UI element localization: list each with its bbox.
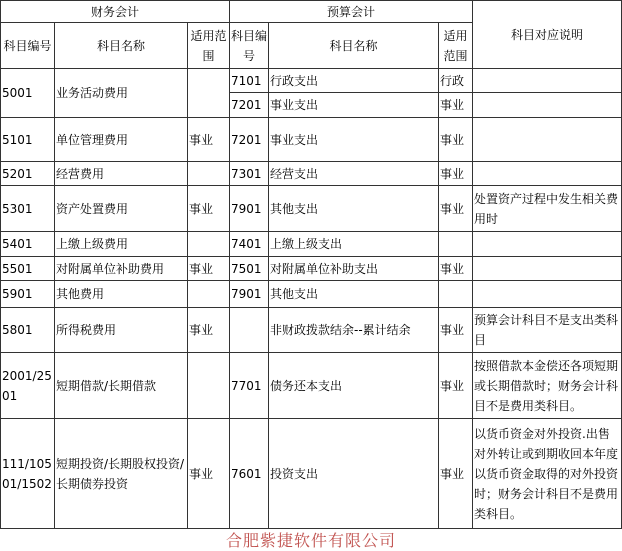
table-row xyxy=(1,419,622,529)
header-row-groups xyxy=(1,1,622,23)
explanation-cell: 以货币资金对外投资.出售对外转让或到期收回本年度以货币资金取得的对外投资时；财务会计科目不是费用类科目。 xyxy=(473,419,622,529)
budget-code-cell: 7201 xyxy=(230,93,269,118)
budget-name-cell: 对附属单位补助支出 xyxy=(269,257,439,281)
budget-name-cell: 上缴上级支出 xyxy=(269,232,439,257)
table-row xyxy=(1,353,622,419)
budget-code-cell: 7501 xyxy=(230,257,269,281)
budget-code-cell xyxy=(230,308,269,353)
explanation-cell: 处置资产过程中发生相关费用时 xyxy=(473,186,622,232)
financial-name-cell: 单位管理费用 xyxy=(55,118,188,162)
explanation-cell xyxy=(473,93,622,118)
budget-name-cell: 其他支出 xyxy=(269,186,439,232)
financial-name-cell: 短期借款/长期借款 xyxy=(55,353,188,419)
financial-code-cell: 5801 xyxy=(1,308,55,353)
financial-scope-cell xyxy=(188,232,230,257)
budget-scope-cell: 事业 xyxy=(439,118,473,162)
financial-scope-cell: 事业 xyxy=(188,118,230,162)
financial-code-cell: 5501 xyxy=(1,257,55,281)
budget-scope-cell: 行政 xyxy=(439,69,473,93)
budget-name-cell: 行政支出 xyxy=(269,69,439,93)
explanation-cell: 预算会计科目不是支出类科目 xyxy=(473,308,622,353)
financial-accounting-header: 财务会计 xyxy=(1,1,230,23)
budget-name-header: 科目名称 xyxy=(269,23,439,69)
financial-code-cell: 5301 xyxy=(1,186,55,232)
budget-code-header: 科目编号 xyxy=(230,23,269,69)
budget-scope-cell: 事业 xyxy=(439,186,473,232)
financial-code-cell: 5101 xyxy=(1,118,55,162)
financial-code-cell: 5401 xyxy=(1,232,55,257)
budget-code-cell: 7901 xyxy=(230,186,269,232)
financial-scope-cell: 事业 xyxy=(188,308,230,353)
financial-name-cell: 资产处置费用 xyxy=(55,186,188,232)
table-row xyxy=(1,69,622,93)
budget-scope-header: 适用范围 xyxy=(439,23,473,69)
budget-name-cell: 事业支出 xyxy=(269,118,439,162)
financial-scope-cell xyxy=(188,353,230,419)
financial-name-cell: 短期投资/长期股权投资/长期债券投资 xyxy=(55,419,188,529)
budget-name-cell: 债务还本支出 xyxy=(269,353,439,419)
budget-scope-cell: 事业 xyxy=(439,419,473,529)
budget-scope-cell xyxy=(439,232,473,257)
budget-scope-cell: 事业 xyxy=(439,93,473,118)
budget-code-cell: 7701 xyxy=(230,353,269,419)
budget-accounting-header: 预算会计 xyxy=(230,1,473,23)
financial-name-cell: 所得税费用 xyxy=(55,308,188,353)
financial-code-cell: 2001/2501 xyxy=(1,353,55,419)
financial-scope-cell: 事业 xyxy=(188,257,230,281)
budget-scope-cell: 事业 xyxy=(439,162,473,186)
table-row xyxy=(1,186,622,232)
financial-scope-cell xyxy=(188,69,230,118)
financial-name-cell: 经营费用 xyxy=(55,162,188,186)
financial-code-cell: 111/10501/1502 xyxy=(1,419,55,529)
financial-scope-cell xyxy=(188,281,230,308)
table-row xyxy=(1,162,622,186)
explanation-cell xyxy=(473,118,622,162)
explanation-header: 科目对应说明 xyxy=(473,1,622,69)
explanation-cell xyxy=(473,281,622,308)
company-watermark: 合肥紫捷软件有限公司 xyxy=(225,531,396,550)
financial-code-cell: 5901 xyxy=(1,281,55,308)
financial-code-header: 科目编号 xyxy=(1,23,55,69)
explanation-cell xyxy=(473,257,622,281)
budget-code-cell: 7301 xyxy=(230,162,269,186)
financial-scope-cell: 事业 xyxy=(188,419,230,529)
budget-scope-cell: 事业 xyxy=(439,308,473,353)
budget-code-cell: 7401 xyxy=(230,232,269,257)
table-row xyxy=(1,281,622,308)
table-row xyxy=(1,257,622,281)
budget-code-cell: 7201 xyxy=(230,118,269,162)
budget-scope-cell xyxy=(439,281,473,308)
explanation-cell: 按照借款本金偿还各项短期或长期借款时；财务会计科目不是费用类科目。 xyxy=(473,353,622,419)
table-row xyxy=(1,118,622,162)
budget-name-cell: 非财政拨款结余--累计结余 xyxy=(269,308,439,353)
table-row xyxy=(1,232,622,257)
financial-name-cell: 对附属单位补助费用 xyxy=(55,257,188,281)
explanation-cell xyxy=(473,69,622,93)
explanation-cell xyxy=(473,232,622,257)
financial-name-cell: 其他费用 xyxy=(55,281,188,308)
budget-name-cell: 其他支出 xyxy=(269,281,439,308)
table-row xyxy=(1,308,622,353)
financial-name-cell: 业务活动费用 xyxy=(55,69,188,118)
financial-scope-cell xyxy=(188,162,230,186)
budget-name-cell: 事业支出 xyxy=(269,93,439,118)
budget-code-cell: 7601 xyxy=(230,419,269,529)
financial-name-cell: 上缴上级费用 xyxy=(55,232,188,257)
explanation-cell xyxy=(473,162,622,186)
financial-scope-cell: 事业 xyxy=(188,186,230,232)
financial-code-cell: 5201 xyxy=(1,162,55,186)
financial-name-header: 科目名称 xyxy=(55,23,188,69)
budget-name-cell: 投资支出 xyxy=(269,419,439,529)
budget-code-cell: 7101 xyxy=(230,69,269,93)
financial-scope-header: 适用范围 xyxy=(188,23,230,69)
budget-name-cell: 经营支出 xyxy=(269,162,439,186)
budget-scope-cell: 事业 xyxy=(439,257,473,281)
financial-code-cell: 5001 xyxy=(1,69,55,118)
budget-code-cell: 7901 xyxy=(230,281,269,308)
budget-scope-cell: 事业 xyxy=(439,353,473,419)
